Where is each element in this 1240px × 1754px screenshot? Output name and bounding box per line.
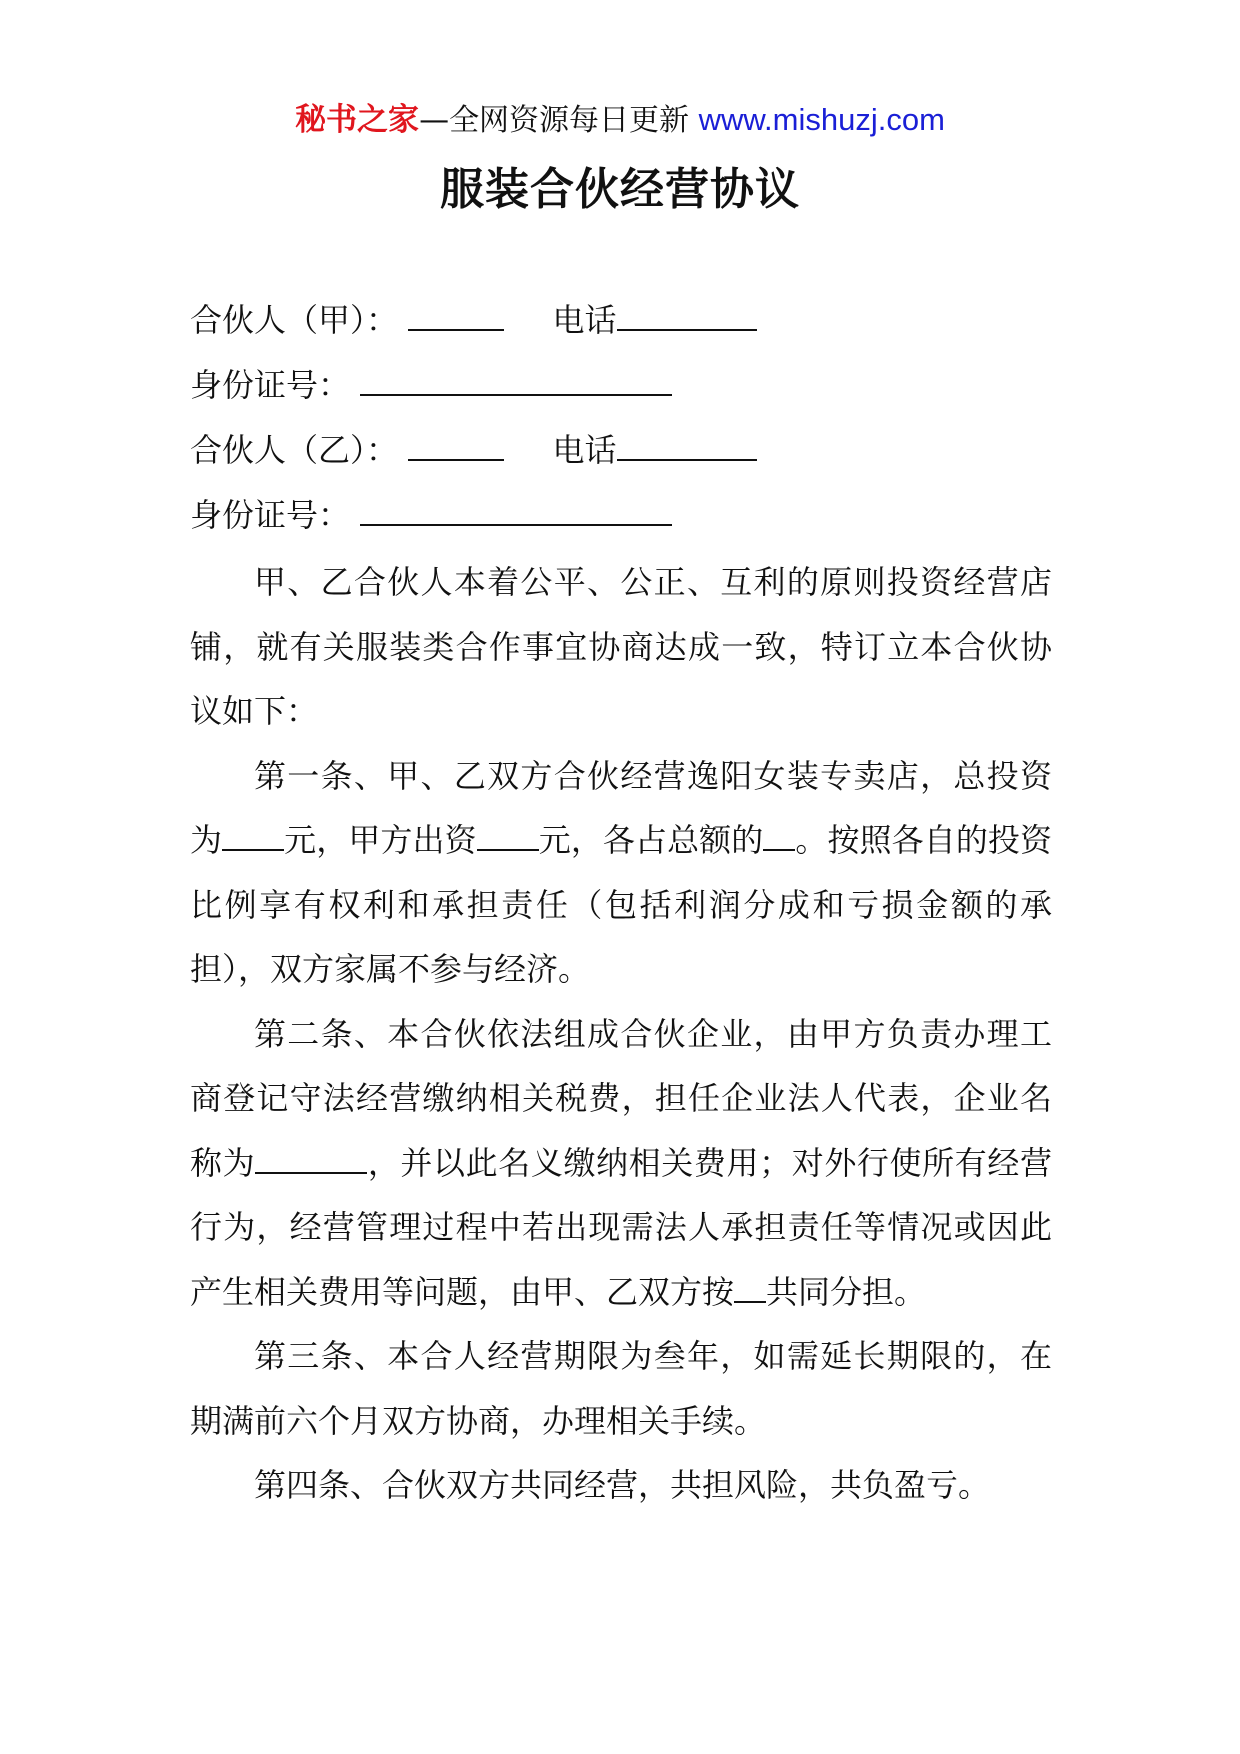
partner-b-id-label: 身份证号： xyxy=(190,496,351,534)
partner-b-id-line xyxy=(190,483,1052,548)
document-body xyxy=(190,288,1052,1518)
party-a-contribution-blank[interactable] xyxy=(477,815,539,851)
article-1-paragraph xyxy=(190,744,1052,1002)
partner-b-id-blank[interactable] xyxy=(360,490,672,526)
cost-share-blank[interactable] xyxy=(734,1267,766,1303)
partner-b-label: 合伙人（乙）： xyxy=(190,431,399,469)
article-2-text: 共同分担。 xyxy=(766,1272,927,1311)
share-ratio-blank[interactable] xyxy=(763,815,795,851)
article-2-paragraph xyxy=(190,1002,1052,1325)
partner-a-id-line xyxy=(190,353,1052,418)
article-2-text: 第二条、本合伙依法组成合伙企业，由甲方负责办理工商登记守法经营缴纳相关税费，担任企业法人代表，企业名称为 xyxy=(190,1014,1052,1182)
partner-b-phone-blank[interactable] xyxy=(617,425,757,461)
partner-a-name-blank[interactable] xyxy=(408,295,504,331)
article-3-paragraph: 第三条、本合人经营期限为叁年，如需延长期限的，在期满前六个月双方协商，办理相关手续。 xyxy=(190,1337,1052,1440)
partner-b-phone-label: 电话 xyxy=(552,431,617,469)
total-investment-blank[interactable] xyxy=(222,815,284,851)
partner-a-phone-label: 电话 xyxy=(552,301,617,339)
document-title: 服装合伙经营协议 xyxy=(440,164,800,215)
site-tagline: —全网资源每日更新 xyxy=(419,103,690,138)
site-header xyxy=(0,100,1240,141)
article-1-text: 第一条、甲、乙双方合伙经营逸阳女装专卖店，总投资为 xyxy=(190,756,1052,859)
article-4-paragraph: 第四条、合伙双方共同经营，共担风险，共负盈亏。 xyxy=(254,1466,991,1504)
article-2-text: ，并以此名义缴纳相关费用；对外行使所有经营行为，经营管理过程中若出现需法人承担责任等情况或因此产生相关费用等问题，由甲、乙双方按 xyxy=(190,1143,1052,1311)
preamble-paragraph: 甲、乙合伙人本着公平、公正、互利的原则投资经营店铺，就有关服装类合作事宜协商达成一致，特订立本合伙协议如下： xyxy=(190,563,1052,730)
partner-a-id-label: 身份证号： xyxy=(190,366,351,404)
article-1-text: 元，甲方出资 xyxy=(284,821,477,859)
partner-b-line xyxy=(190,418,1052,483)
article-1-text: 元，各占总额的 xyxy=(538,821,764,859)
partner-a-label: 合伙人（甲）： xyxy=(190,301,399,339)
company-name-blank[interactable] xyxy=(255,1138,367,1174)
partner-a-id-blank[interactable] xyxy=(360,360,672,396)
partner-a-phone-blank[interactable] xyxy=(617,295,757,331)
site-brand: 秘书之家 xyxy=(295,102,420,138)
article-1-text: 。按照各自的投资比例享有权利和承担责任（包括利润分成和亏损金额的承担），双方家属不参与经济。 xyxy=(190,821,1052,988)
partner-a-line xyxy=(190,288,1052,353)
partner-b-name-blank[interactable] xyxy=(408,425,504,461)
site-url-link[interactable]: www.mishuzj.com xyxy=(698,102,945,137)
